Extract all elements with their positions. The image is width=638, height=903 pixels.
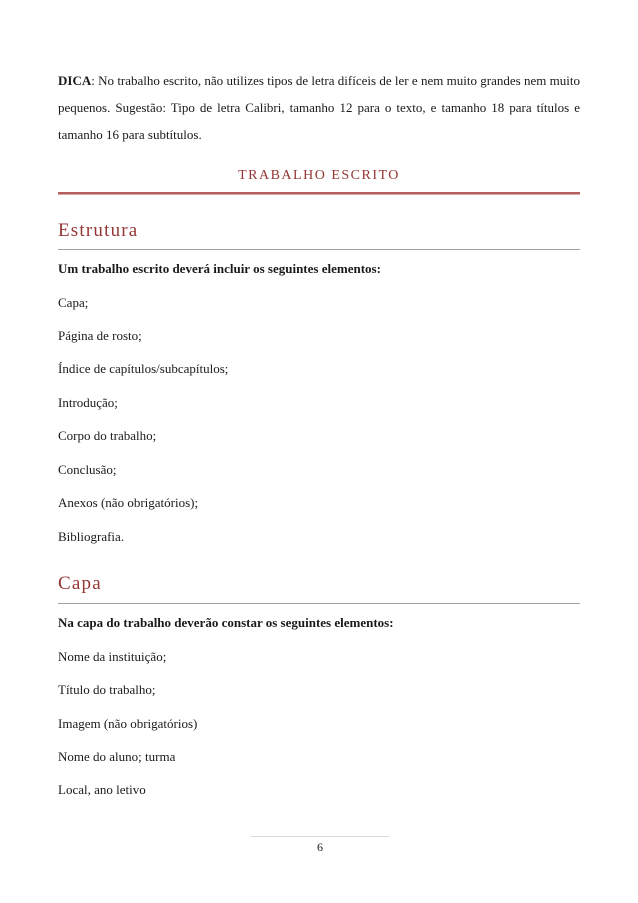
section-heading-capa: Capa: [58, 573, 102, 594]
footer-rule: [250, 836, 390, 837]
main-title: TRABALHO ESCRITO: [238, 168, 400, 183]
list-item: Nome da instituição;: [58, 649, 167, 664]
list-item: Bibliografia.: [58, 529, 125, 544]
list-item: Corpo do trabalho;: [58, 428, 157, 443]
list-item: Título do trabalho;: [58, 682, 156, 697]
list-item: Nome do aluno; turma: [58, 749, 176, 764]
section-rule-estrutura: [58, 249, 580, 250]
list-item: Imagem (não obrigatórios): [58, 716, 198, 731]
section-intro-estrutura: Um trabalho escrito deverá incluir os seguintes elementos:: [58, 261, 381, 276]
list-item: Capa;: [58, 295, 89, 310]
section-rule-capa: [58, 603, 580, 604]
list-item: Página de rosto;: [58, 328, 142, 343]
list-item: Índice de capítulos/subcapítulos;: [58, 361, 229, 376]
page-number: 6: [317, 840, 323, 854]
list-item: Local, ano letivo: [58, 782, 146, 797]
list-item: Conclusão;: [58, 462, 117, 477]
list-item: Introdução;: [58, 395, 118, 410]
tip-paragraph: [58, 67, 580, 148]
section-intro-capa: Na capa do trabalho deverão constar os seguintes elementos:: [58, 615, 394, 630]
list-item: Anexos (não obrigatórios);: [58, 495, 199, 510]
section-heading-estrutura: Estrutura: [58, 220, 139, 241]
title-rule: [58, 192, 580, 195]
tip-text: : No trabalho escrito, não utilizes tipos de letra difíceis de ler e nem muito grandes nem muito pequenos. Sugestão: Tipo de letra Calibri, tamanho 12 para o texto, e tamanho 18 para títulos e tamanho 16 para subtítulos.: [58, 73, 580, 142]
tip-label: DICA: [58, 73, 92, 88]
